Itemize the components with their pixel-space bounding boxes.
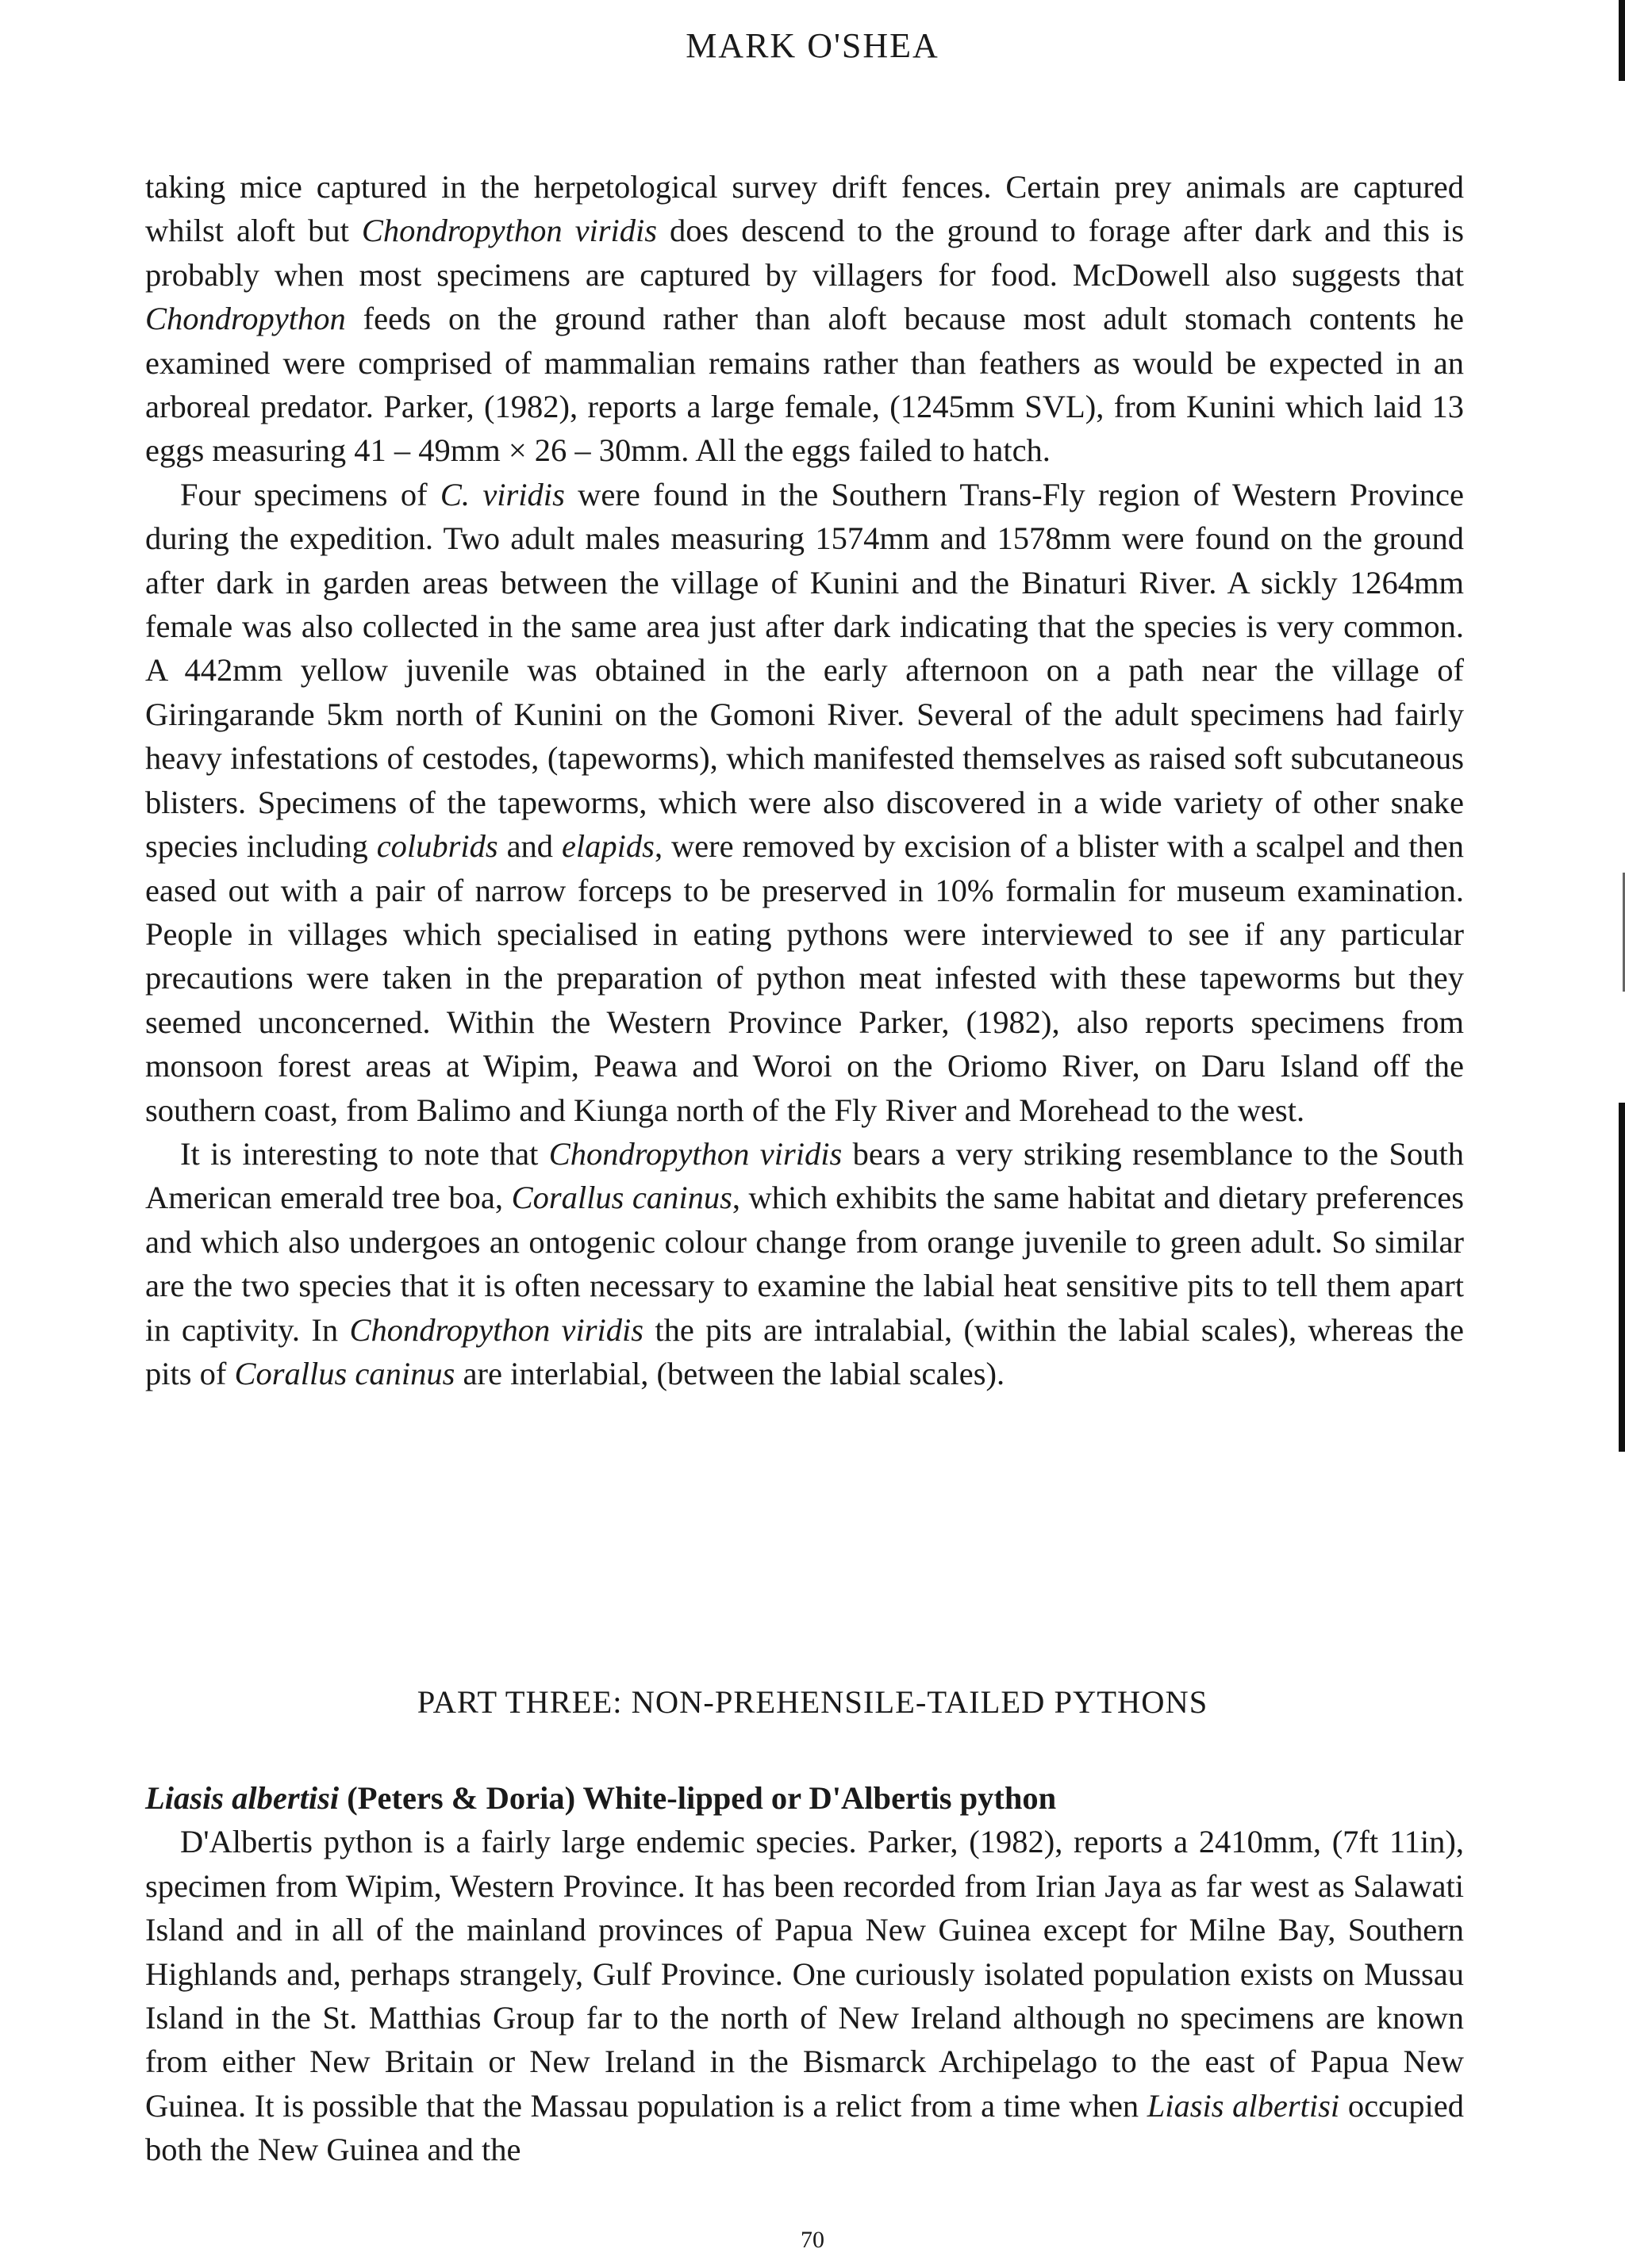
species-paragraph: D'Albertis python is a fairly large endemic species. Parker, (1982), reports a 2410mm, (7ft 11in), specimen from Wipim, Western Province. It has been recorded from Irian Jaya as far west as Salawati Island and in all of the mainland provinces of Papua New Guinea except for Milne Bay, Southern Highlands and, perhaps strangely, Gulf Province. One curiously isolated population exists on Mussau Island in the St. Matthias Group far to the north of New Ireland although no specimens are known from either New Britain or New Ireland in the Bismarck Archipelago to the east of Papua New Guinea. It is possible that the Massau population is a relict from a time when Liasis albertisi occupied both the New Guinea and the	[145, 1824, 1464, 2168]
page-number: 70	[801, 2227, 824, 2253]
paragraph-1: taking mice captured in the herpetological survey drift fences. Certain prey animals are captured whilst aloft but Chondropython viridis does descend to the ground to forage after dark and this is probably when most specimens are captured by villagers for food. McDowell also suggests that Chondropython feeds on the ground rather than aloft because most adult stomach contents he examined were comprised of mammalian remains rather than feathers as would be expected in an arboreal predator. Parker, (1982), reports a large female, (1245mm SVL), from Kunini which laid 13 eggs measuring 41 – 49mm × 26 – 30mm. All the eggs failed to hatch.	[145, 169, 1464, 469]
running-head: MARK O'SHEA	[686, 26, 939, 65]
body-text	[145, 165, 1464, 1395]
part-heading: PART THREE: NON-PREHENSILE-TAILED PYTHONS	[417, 1684, 1208, 1720]
paragraph-2: Four specimens of C. viridis were found in the Southern Trans-Fly region of Western Province during the expedition. Two adult males measuring 1574mm and 1578mm were found on the ground after dark in garden areas between the village of Kunini and the Binaturi River. A sickly 1264mm female was also collected in the same area just after dark indicating that the species is very common. A 442mm yellow juvenile was obtained in the early afternoon on a path near the village of Giringarande 5km north of Kunini on the Gomoni River. Several of the adult specimens had fairly heavy infestations of cestodes, (tapeworms), which manifested themselves as raised soft subcutaneous blisters. Specimens of the tapeworms, which were also discovered in a wide variety of other snake species including colubrids and elapids, were removed by excision of a blister with a scalpel and then eased out with a pair of narrow forceps to be preserved in 10% formalin for museum examination. People in villages which specialised in eating pythons were interviewed to see if any particular precautions were taken in the preparation of python meat infested with these tapeworms but they seemed unconcerned. Within the Western Province Parker, (1982), also reports specimens from monsoon forest areas at Wipim, Peawa and Woroi on the Oriomo River, on Daru Island off the southern coast, from Balimo and Kiunga north of the Fly River and Morehead to the west.	[145, 476, 1464, 1128]
species-section	[145, 1776, 1464, 2172]
scan-edge-mark	[1619, 1103, 1625, 1452]
species-heading: Liasis albertisi (Peters & Doria) White-lipped or D'Albertis python	[145, 1780, 1057, 1816]
paragraph-3: It is interesting to note that Chondropython viridis bears a very striking resemblance to the South American emerald tree boa, Corallus caninus, which exhibits the same habitat and dietary preferences and which also undergoes an ontogenic colour change from orange juvenile to green adult. So similar are the two species that it is often necessary to examine the labial heat sensitive pits to tell them apart in captivity. In Chondropython viridis the pits are intralabial, (within the labial scales), whereas the pits of Corallus caninus are interlabial, (between the labial scales).	[145, 1135, 1465, 1391]
